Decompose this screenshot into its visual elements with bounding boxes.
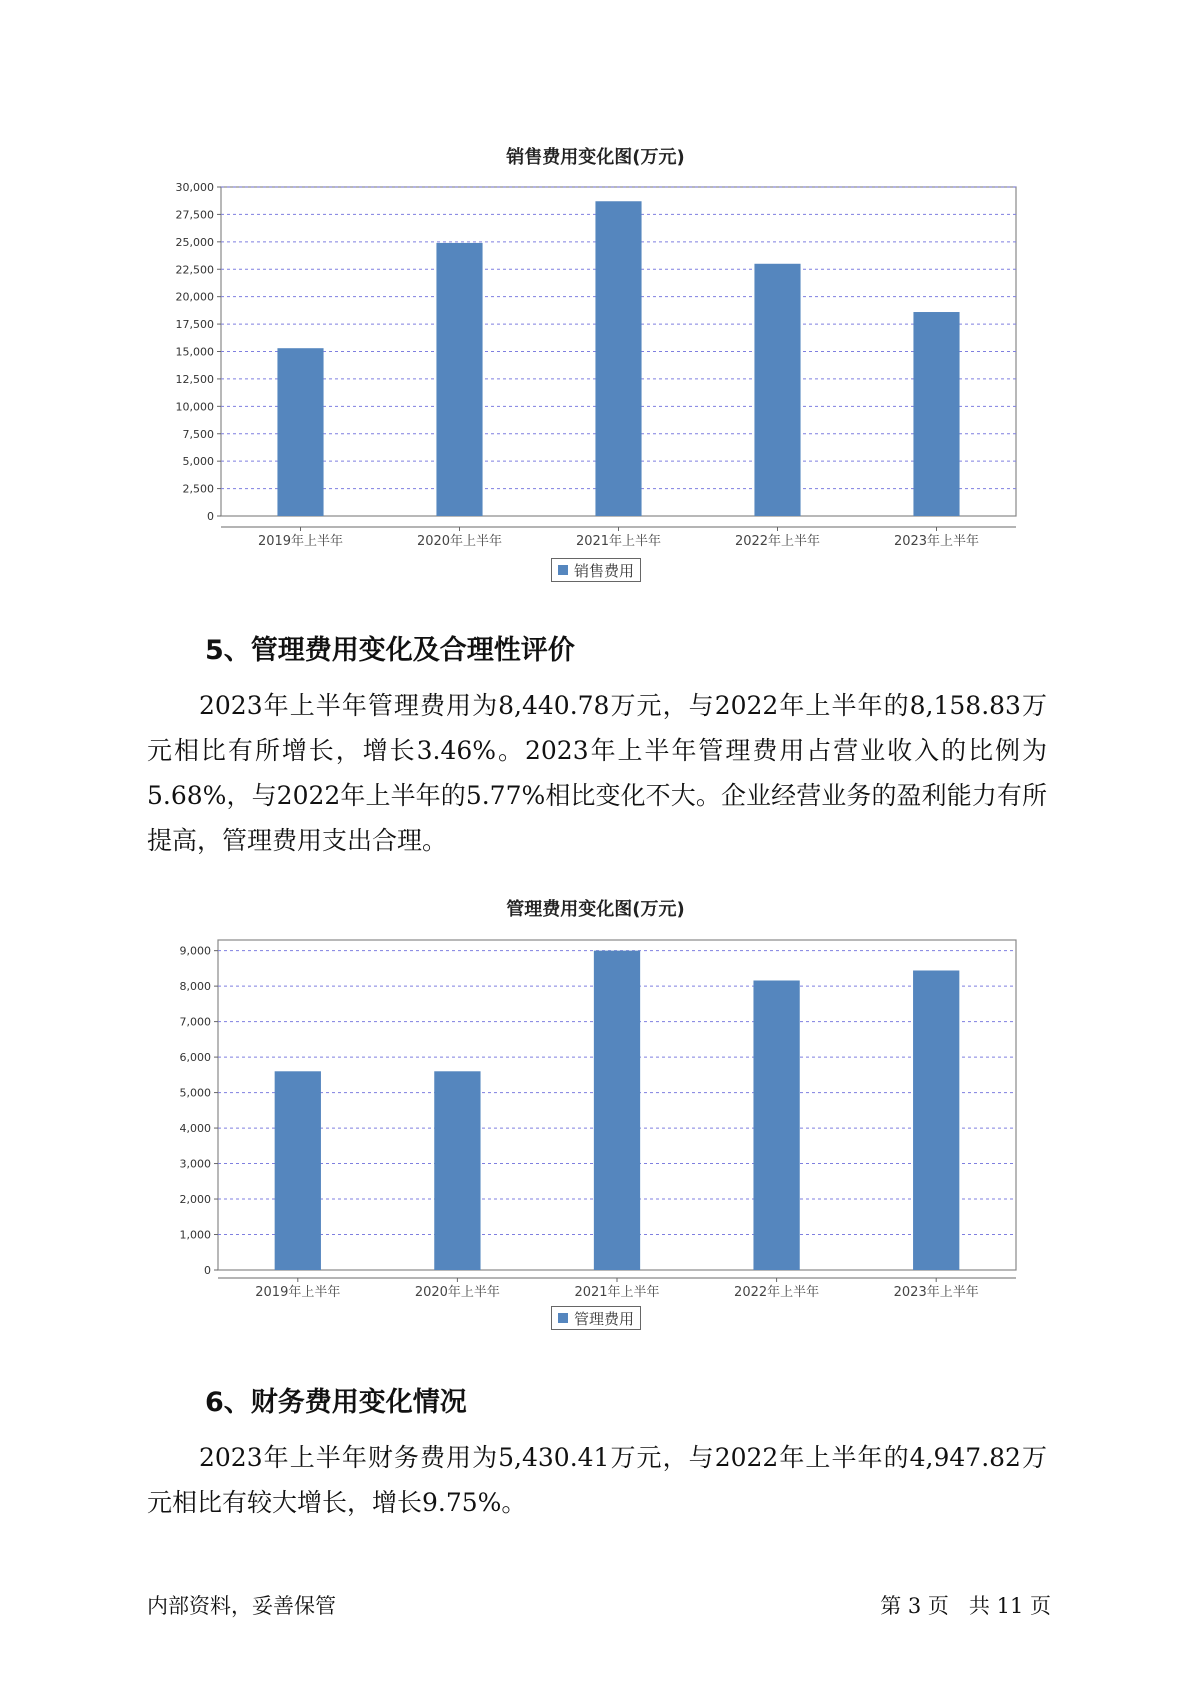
legend-label-admin: 管理费用 [574,1309,635,1328]
legend-admin [551,1306,641,1330]
bar [913,312,959,516]
y-tick-label: 1,000 [179,1228,211,1242]
section-5-paragraph [147,683,1047,863]
x-tick-label: 2020年上半年 [414,1285,500,1300]
x-tick-label: 2020年上半年 [416,534,503,549]
bar [753,980,799,1270]
y-tick-label: 7,000 [179,1015,211,1029]
section-5-heading: 5、管理费用变化及合理性评价 [205,635,575,666]
legend-label-sales: 销售费用 [574,561,635,580]
y-tick-label: 2,000 [179,1193,211,1207]
bar [594,951,640,1270]
y-tick-label: 5,000 [182,455,214,469]
y-tick-label: 9,000 [179,944,211,958]
chart-title-admin: 管理费用变化图(万元) [506,899,685,920]
bar [595,201,641,516]
x-tick-label: 2022年上半年 [734,534,821,549]
y-tick-label: 17,500 [175,318,214,332]
x-tick-label: 2019年上半年 [255,1285,341,1300]
y-tick-label: 7,500 [182,427,214,441]
y-tick-label: 30,000 [175,181,214,194]
footer-page-number: 第 3 页 共 11 页 [880,1594,1051,1618]
footer-confidential: 内部资料，妥善保管 [147,1594,336,1618]
y-tick-label: 3,000 [179,1157,211,1171]
y-tick-label: 4,000 [179,1122,211,1136]
x-tick-label: 2019年上半年 [257,534,344,549]
admin-expense-chart [0,925,1191,1305]
bar [754,264,800,516]
section-6-text: 2023年上半年财务费用为5,430.41万元，与2022年上半年的4,947.82万元相比有较大增长，增长9.75%。 [147,1443,1047,1517]
section-6-heading: 6、财务费用变化情况 [205,1387,467,1418]
y-tick-label: 27,500 [175,208,214,222]
legend-swatch [558,1313,568,1323]
legend-swatch [558,565,568,575]
section-5-text: 2023年上半年管理费用为8,440.78万元，与2022年上半年的8,158.83万元相比有所增长，增长3.46%。2023年上半年管理费用占营业收入的比例为5.68%，与2022年上半年的5.77%相比变化不大。企业经营业务的盈利能力有所提高，管理费用支出合理。 [147,691,1047,855]
sales-expense-chart [0,160,1191,560]
y-tick-label: 22,500 [175,263,214,277]
x-tick-label: 2022年上半年 [734,1285,820,1300]
chart-title-sales: 销售费用变化图(万元) [506,147,685,168]
x-tick-label: 2021年上半年 [575,534,662,549]
y-tick-label: 6,000 [179,1051,211,1065]
y-tick-label: 0 [207,510,214,523]
bar [436,243,482,516]
bar [277,348,323,516]
y-tick-label: 0 [204,1264,211,1277]
legend-sales [551,558,641,582]
x-tick-label: 2023年上半年 [893,1285,979,1300]
y-tick-label: 8,000 [179,980,211,994]
bar [913,970,959,1270]
section-6-paragraph [147,1435,1047,1525]
bar [275,1071,321,1270]
y-tick-label: 25,000 [175,235,214,249]
y-tick-label: 12,500 [175,372,214,386]
y-tick-label: 15,000 [175,345,214,359]
y-tick-label: 20,000 [175,290,214,304]
bar [434,1071,480,1270]
y-tick-label: 10,000 [175,400,214,414]
y-tick-label: 2,500 [182,482,214,496]
y-tick-label: 5,000 [179,1086,211,1100]
x-tick-label: 2023年上半年 [893,534,980,549]
x-tick-label: 2021年上半年 [574,1285,660,1300]
